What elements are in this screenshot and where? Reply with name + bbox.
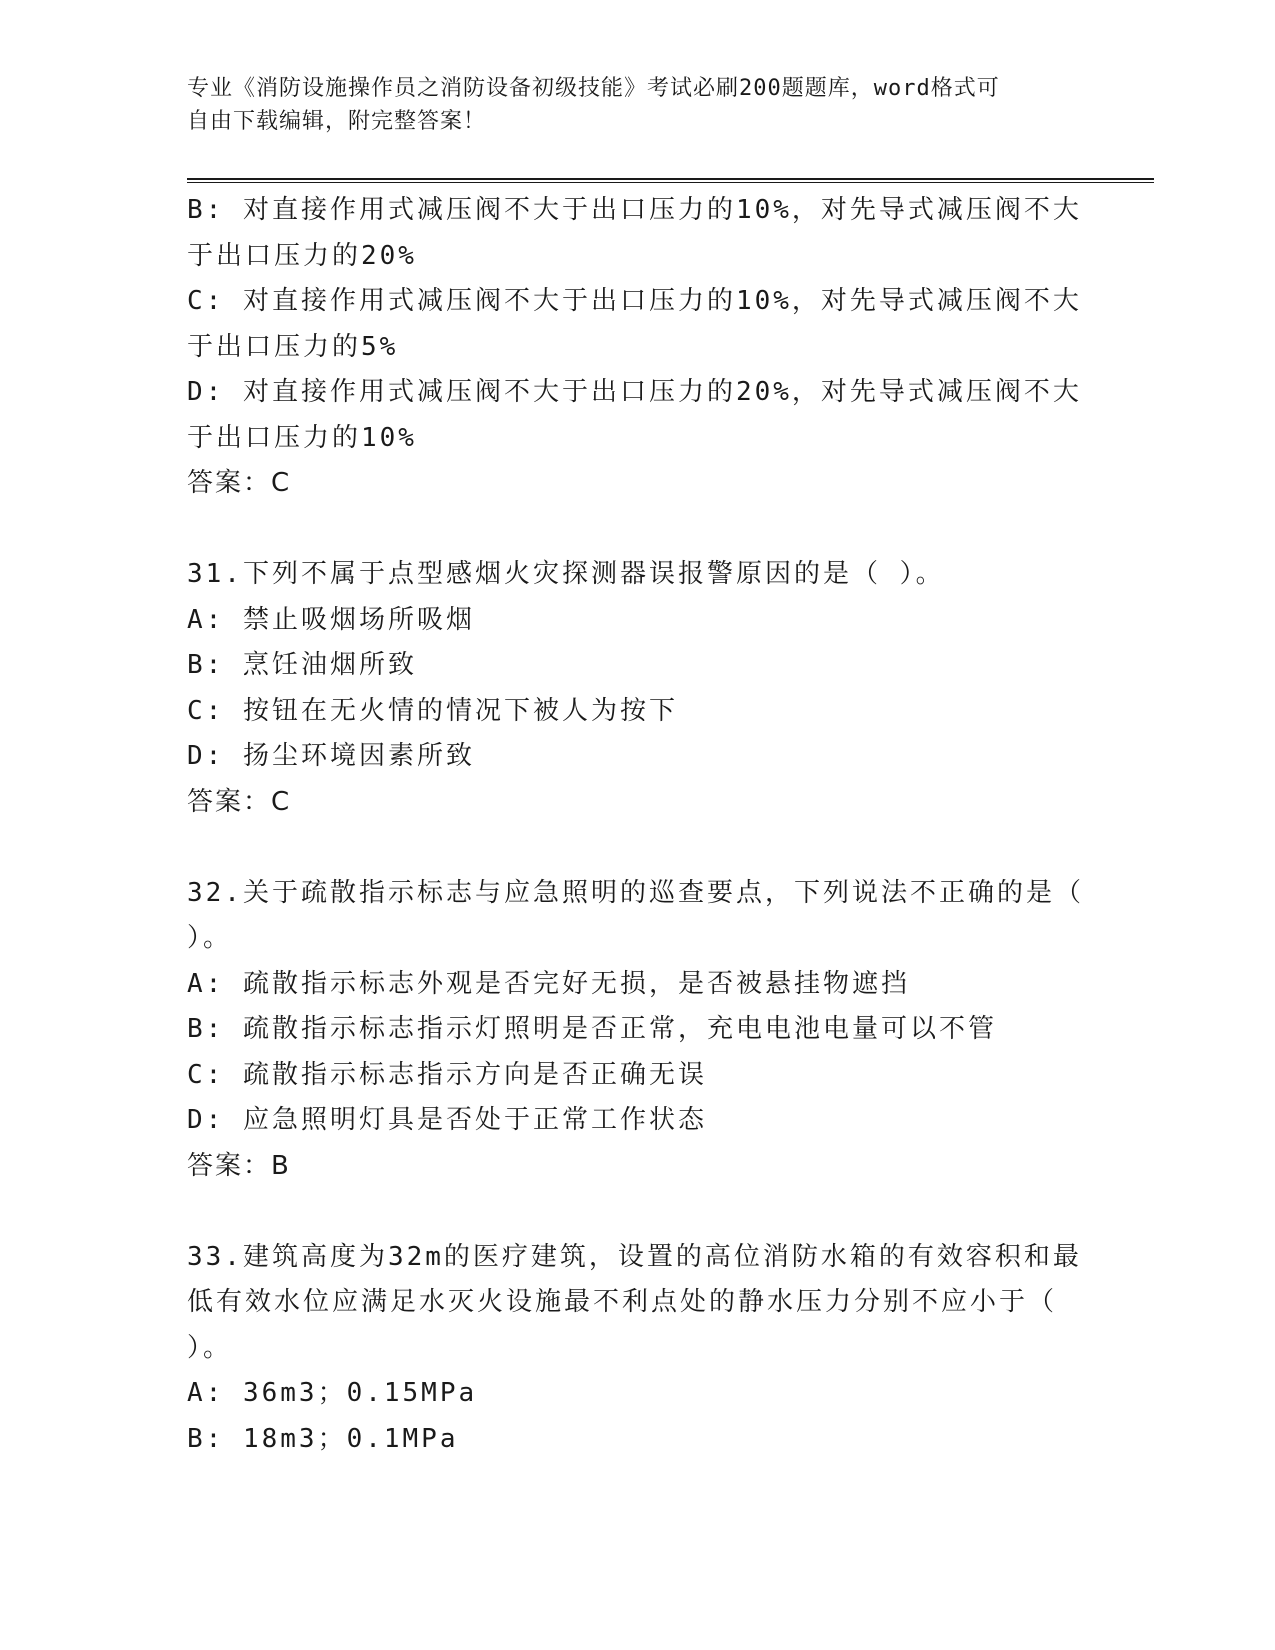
option-line: D: 对直接作用式减压阀不大于出口压力的20%，对先导式减压阀不大 [187,377,1082,407]
option-line: 于出口压力的5% [187,331,399,362]
option-line: C: 对直接作用式减压阀不大于出口压力的10%，对先导式减压阀不大 [187,286,1082,316]
question-stem: 低有效水位应满足水灭火设施最不利点处的静水压力分别不应小于（ [187,1287,1058,1317]
option-b: B: 疏散指示标志指示灯照明是否正常，充电电池电量可以不管 [187,1014,997,1044]
option-d: D: 扬尘环境因素所致 [187,741,475,771]
option-b: B: 18m3；0.1MPa [187,1423,459,1454]
document-body [187,188,1087,1462]
question-32 [187,871,1087,1190]
question-stem: 31.下列不属于点型感烟火灾探测器误报警原因的是（ ）。 [187,559,945,589]
question-31 [187,552,1087,825]
answer-line: 答案：C [187,468,292,498]
question-stem: 33.建筑高度为32m的医疗建筑，设置的高位消防水箱的有效容积和最 [187,1241,1082,1272]
page-header [187,72,1087,138]
question-stem: 32.关于疏散指示标志与应急照明的巡查要点，下列说法不正确的是（ [187,877,1084,908]
option-a: A: 36m3；0.15MPa [187,1378,478,1408]
option-d: D: 应急照明灯具是否处于正常工作状态 [187,1105,707,1135]
question-33 [187,1235,1087,1463]
question-stem: ）。 [187,1332,233,1363]
spacer [187,1189,1087,1235]
option-line: B: 对直接作用式减压阀不大于出口压力的10%，对先导式减压阀不大 [187,195,1082,225]
option-a: A: 疏散指示标志外观是否完好无损，是否被悬挂物遮挡 [187,968,910,999]
option-c: C: 疏散指示标志指示方向是否正确无误 [187,1059,707,1090]
spacer [187,825,1087,871]
spacer [187,507,1087,553]
answer-line: 答案：C [187,786,292,817]
option-a: A: 禁止吸烟场所吸烟 [187,604,475,635]
option-line: 于出口压力的20% [187,240,417,271]
option-b: B: 烹饪油烟所致 [187,650,417,680]
continued-question [187,188,1087,507]
header-line-1: 专业《消防设施操作员之消防设备初级技能》考试必刷200题题库，word格式可 [187,76,1000,101]
header-line-2: 自由下载编辑，附完整答案！ [187,109,487,134]
option-c: C: 按钮在无火情的情况下被人为按下 [187,695,678,726]
header-divider [187,178,1154,183]
answer-line: 答案：B [187,1150,291,1181]
option-line: 于出口压力的10% [187,422,417,453]
question-stem: ）。 [187,923,233,953]
